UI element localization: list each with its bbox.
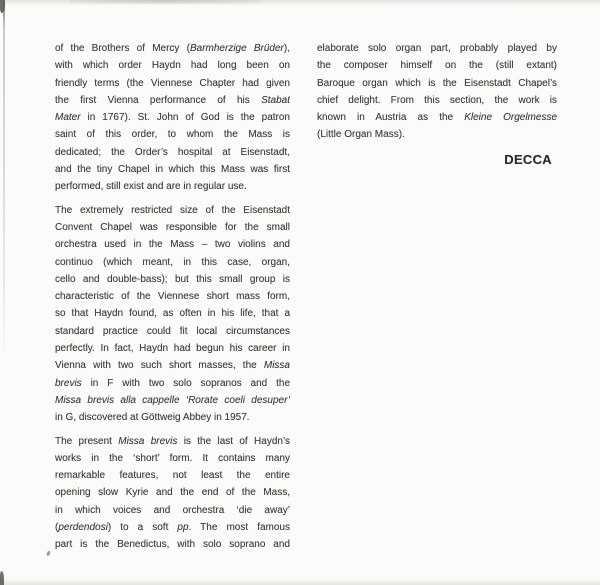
text-line: of the Brothers of Mercy (Barmherzige Brüder), bbox=[55, 43, 290, 54]
text-line: the composer himself on the (still extant) bbox=[317, 60, 557, 72]
text-line: standard practice could fit local circumstances bbox=[55, 325, 290, 337]
text-line: The present Missa brevis is the last of Haydn’s bbox=[55, 435, 290, 447]
text-line: works in the ‘short’ form. It contains many bbox=[55, 452, 290, 464]
text-line: Mater in 1767). St. John of God is the patron bbox=[55, 112, 290, 124]
decca-logo: DECCA bbox=[504, 151, 552, 167]
scan-speck bbox=[46, 551, 50, 557]
right-text-column bbox=[317, 40, 557, 168]
text-line: remarkable features, not least the entire bbox=[55, 470, 290, 482]
left-text-column bbox=[55, 40, 290, 560]
text-line: (perdendosi) to a soft pp. The most famous bbox=[55, 522, 290, 534]
text-line: in G, discovered at Göttweig Abbey in 1957. bbox=[55, 412, 250, 424]
text-line: orchestra used in the Mass – two violins and bbox=[55, 239, 290, 251]
text-line: perfectly. In fact, Haydn had begun his career in bbox=[55, 343, 290, 355]
paragraph bbox=[317, 40, 557, 144]
text-line: characteristic of the Viennese short mass form, bbox=[55, 291, 290, 303]
text-line: cello and double-bass); but this small group is bbox=[55, 273, 290, 285]
text-line: Convent Chapel was responsible for the small bbox=[55, 221, 290, 233]
paragraph bbox=[55, 40, 290, 196]
text-line: The extremely restricted size of the Eisenstadt bbox=[55, 204, 290, 216]
text-line: friendly terms (the Viennese Chapter had given bbox=[55, 77, 290, 89]
scan-edge-bottom bbox=[0, 578, 600, 585]
text-line: performed, still exist and are in regular use. bbox=[55, 181, 247, 193]
text-line: in which voices and orchestra ‘die away’ bbox=[55, 504, 290, 516]
text-line: saint of this order, to whom the Mass is bbox=[55, 129, 290, 141]
text-line: elaborate solo organ part, probably played by bbox=[317, 43, 557, 54]
text-line: (Little Organ Mass). bbox=[317, 129, 405, 141]
text-line: so that Haydn found, as often in his life, that a bbox=[55, 308, 290, 320]
text-line: Baroque organ which is the Eisenstadt Chapel’s bbox=[317, 77, 557, 89]
text-line: Missa brevis alla cappelle ‘Rorate coeli desuper’ bbox=[55, 394, 290, 406]
scan-line-left-edge bbox=[3, 0, 5, 360]
text-line: brevis in F with two solo sopranos and the bbox=[55, 377, 290, 389]
text-line: dedicated; the Order’s hospital at Eisenstadt, bbox=[55, 146, 290, 158]
text-line: part is the Benedictus, with solo soprano and bbox=[55, 539, 290, 551]
paragraph bbox=[55, 433, 290, 554]
text-line: with which order Haydn had long been on bbox=[55, 60, 290, 72]
paragraph bbox=[55, 202, 290, 427]
text-line: the first Vienna performance of his Stabat bbox=[55, 94, 290, 106]
scan-mark-bottom-left bbox=[0, 571, 4, 585]
text-line: opening slow Kyrie and the end of the Mass, bbox=[55, 487, 290, 499]
text-line: known in Austria as the Kleine Orgelmesse bbox=[317, 112, 557, 124]
text-line: chief delight. From this section, the work is bbox=[317, 94, 557, 106]
text-line: continuo (which meant, in this case, organ, bbox=[55, 256, 290, 268]
scan-smudge-top bbox=[70, 0, 260, 4]
text-line: and the tiny Chapel in which this Mass was first bbox=[55, 164, 290, 176]
text-line: Vienna with two such short masses, the Missa bbox=[55, 360, 290, 372]
